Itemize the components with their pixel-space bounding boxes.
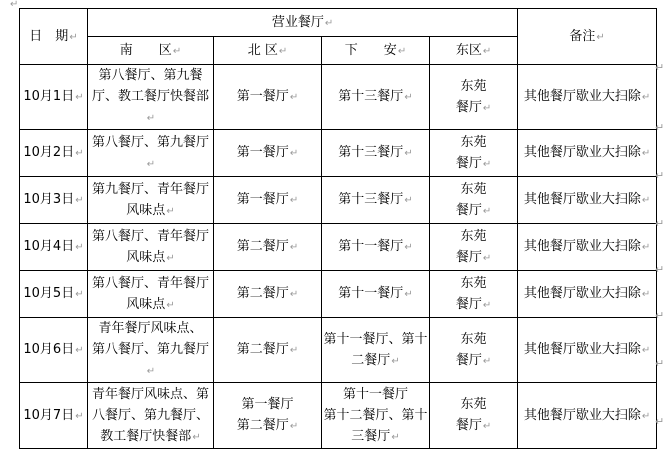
note-cell: 其他餐厅歇业大扫除↵ xyxy=(518,318,657,383)
table-row xyxy=(20,130,657,177)
margin-paragraph-mark: ↵ xyxy=(655,217,664,230)
east-district-cell: 东苑 餐厅↵ xyxy=(430,271,518,318)
east-district-cell: 东苑 餐厅↵ xyxy=(430,383,518,449)
north-district-cell: 第一餐厅↵ xyxy=(214,130,322,177)
south-district-cell: 第九餐厅、青年餐厅 风味点↵ xyxy=(88,177,214,224)
header-note: 备注↵ xyxy=(518,9,657,65)
east-district-cell: 东苑 餐厅↵ xyxy=(430,224,518,271)
table-row xyxy=(20,224,657,271)
south-district-cell: 第八餐厅、青年餐厅 风味点↵ xyxy=(88,271,214,318)
east-district-cell: 东苑 餐厅↵ xyxy=(430,65,518,130)
xiaan-cell: 第十一餐厅 第十二餐厅、第十 三餐厅↵ xyxy=(322,383,430,449)
note-cell: 其他餐厅歇业大扫除↵ xyxy=(518,65,657,130)
date-cell: 10月4日↵ xyxy=(20,224,88,271)
xiaan-cell: 第十一餐厅↵ xyxy=(322,224,430,271)
note-cell: 其他餐厅歇业大扫除↵ xyxy=(518,130,657,177)
margin-paragraph-mark: ↵ xyxy=(655,415,664,428)
north-district-cell: 第二餐厅↵ xyxy=(214,224,322,271)
header-north-district: 北 区↵ xyxy=(214,37,322,65)
table-row xyxy=(20,318,657,383)
south-district-cell: 青年餐厅风味点、第 八餐厅、第九餐厅、 教工餐厅快餐部↵ xyxy=(88,383,214,449)
date-cell: 10月2日↵ xyxy=(20,130,88,177)
east-district-cell: 东苑 餐厅↵ xyxy=(430,130,518,177)
xiaan-cell: 第十三餐厅↵ xyxy=(322,65,430,130)
south-district-cell: 第八餐厅、第九餐 厅、教工餐厅快餐部↵ xyxy=(88,65,214,130)
date-cell: 10月5日↵ xyxy=(20,271,88,318)
table-row xyxy=(20,177,657,224)
xiaan-cell: 第十一餐厅↵ xyxy=(322,271,430,318)
xiaan-cell: 第十三餐厅↵ xyxy=(322,177,430,224)
north-district-cell: 第一餐厅↵ xyxy=(214,177,322,224)
margin-paragraph-mark: ↵ xyxy=(655,169,664,182)
header-business-restaurants: 营业餐厅↵ xyxy=(88,9,518,37)
note-cell: 其他餐厅歇业大扫除↵ xyxy=(518,177,657,224)
margin-paragraph-mark: ↵ xyxy=(655,357,664,370)
south-district-cell: 第八餐厅、第九餐厅↵ xyxy=(88,130,214,177)
table-row xyxy=(20,271,657,318)
date-cell: 10月1日↵ xyxy=(20,65,88,130)
margin-paragraph-mark: ↵ xyxy=(655,61,664,74)
note-cell: 其他餐厅歇业大扫除↵ xyxy=(518,271,657,318)
date-cell: 10月7日↵ xyxy=(20,383,88,449)
east-district-cell: 东苑 餐厅↵ xyxy=(430,318,518,383)
north-district-cell: 第二餐厅↵ xyxy=(214,271,322,318)
table-row xyxy=(20,65,657,130)
note-cell: 其他餐厅歇业大扫除↵ xyxy=(518,383,657,449)
header-xiaan: 下 安↵ xyxy=(322,37,430,65)
date-cell: 10月3日↵ xyxy=(20,177,88,224)
north-district-cell: 第一餐厅↵ xyxy=(214,65,322,130)
east-district-cell: 东苑 餐厅↵ xyxy=(430,177,518,224)
north-district-cell: 第二餐厅↵ xyxy=(214,318,322,383)
xiaan-cell: 第十一餐厅、第十 二餐厅↵ xyxy=(322,318,430,383)
margin-paragraph-mark: ↵ xyxy=(655,263,664,276)
margin-paragraph-mark: ↵ xyxy=(655,121,664,134)
corner-paragraph-mark: ↵ xyxy=(10,0,19,10)
header-south-district: 南 区↵ xyxy=(88,37,214,65)
south-district-cell: 青年餐厅风味点、 第八餐厅、第九餐厅↵ xyxy=(88,318,214,383)
south-district-cell: 第八餐厅、青年餐厅 风味点↵ xyxy=(88,224,214,271)
xiaan-cell: 第十三餐厅↵ xyxy=(322,130,430,177)
north-district-cell: 第一餐厅 第二餐厅↵ xyxy=(214,383,322,449)
table-row xyxy=(20,383,657,449)
date-cell: 10月6日↵ xyxy=(20,318,88,383)
header-east-district: 东区↵ xyxy=(430,37,518,65)
holiday-dining-schedule-table xyxy=(19,8,657,449)
note-cell: 其他餐厅歇业大扫除↵ xyxy=(518,224,657,271)
margin-paragraph-mark: ↵ xyxy=(655,309,664,322)
header-date: 日 期↵ xyxy=(20,9,88,65)
